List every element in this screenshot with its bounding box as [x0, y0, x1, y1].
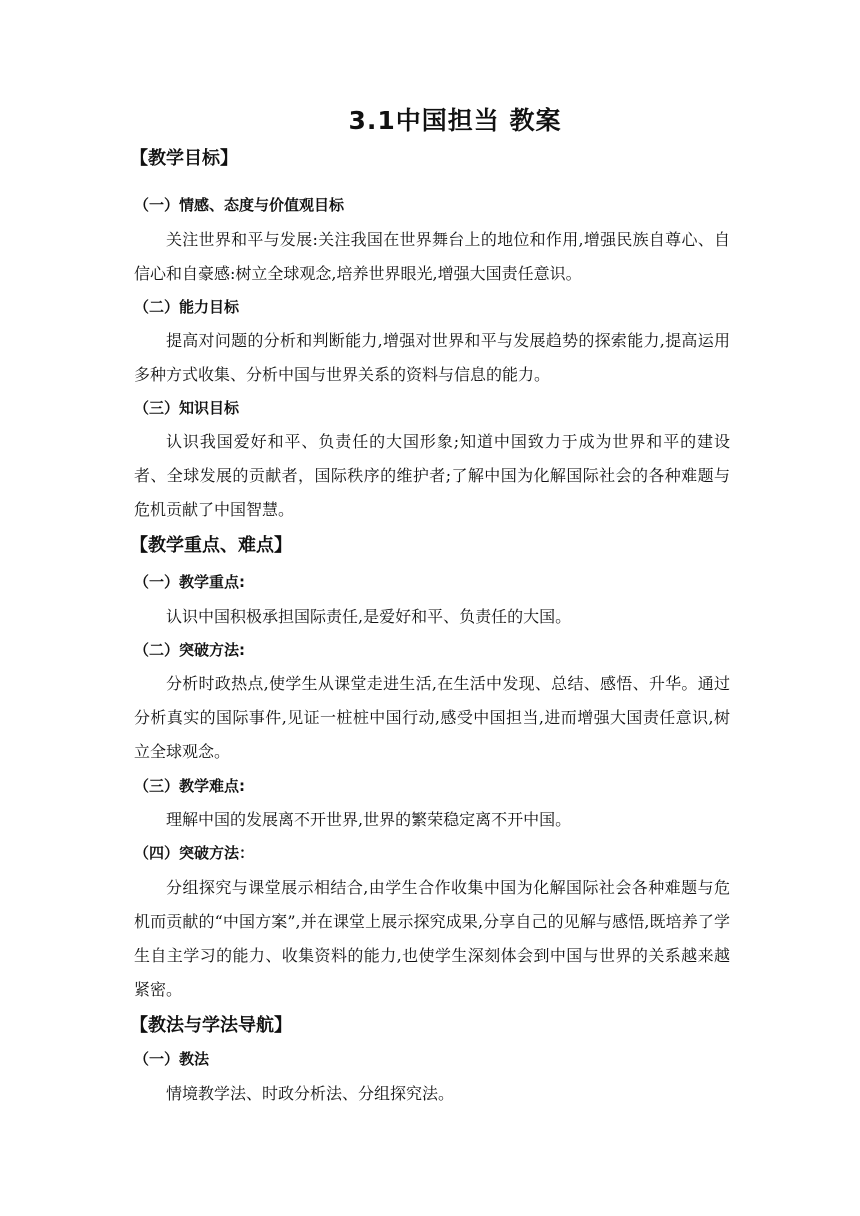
- subheading-key-point: （一）教学重点:: [134, 573, 245, 591]
- section-heading-keypoints: 【教学重点、难点】: [130, 535, 292, 556]
- subheading-ability-goals: （二）能力目标: [134, 298, 240, 316]
- subheading-emotion-goals: （一）情感、态度与价值观目标: [134, 196, 345, 214]
- subheading-knowledge-goals: （三）知识目标: [134, 399, 240, 417]
- paragraph-emotion-goals: 关注世界和平与发展:关注我国在世界舞台上的地位和作用,增强民族自尊心、自信心和自豪感:树立全球观念,培养世界眼光,增强大国责任意识。: [134, 230, 730, 283]
- subheading-difficult-point: （三）教学难点:: [134, 777, 245, 795]
- section-heading-methods: 【教法与学法导航】: [130, 1015, 292, 1036]
- subheading-teaching-method: （一）教法: [134, 1050, 210, 1068]
- paragraph-breakthrough-method-2: 分组探究与课堂展示相结合,由学生合作收集中国为化解国际社会各种难题与危机而贡献的“中国方案”,并在课堂上展示探究成果,分享自己的见解与感悟,既培养了学生自主学习的能力、收集资料的能力,也使学生深刻体会到中国与世界的关系越来越紧密。: [134, 878, 730, 999]
- subheading-breakthrough-method-1: （二）突破方法:: [134, 641, 245, 659]
- section-heading-objectives: 【教学目标】: [130, 148, 238, 169]
- paragraph-knowledge-goals: 认识我国爱好和平、负责任的大国形象;知道中国致力于成为世界和平的建设者、全球发展的贡献者，国际秩序的维护者;了解中国为化解国际社会的各种难题与危机贡献了中国智慧。: [134, 432, 730, 519]
- paragraph-difficult-point: 理解中国的发展离不开世界,世界的繁荣稳定离不开中国。: [166, 810, 572, 829]
- paragraph-ability-goals: 提高对问题的分析和判断能力,增强对世界和平与发展趋势的探索能力,提高运用多种方式收集、分析中国与世界关系的资料与信息的能力。: [134, 331, 730, 384]
- paragraph-breakthrough-method-1: 分析时政热点,使学生从课堂走进生活,在生活中发现、总结、感悟、升华。通过分析真实的国际事件,见证一桩桩中国行动,感受中国担当,进而增强大国责任意识,树立全球观念。: [134, 674, 730, 761]
- paragraph-teaching-method: 情境教学法、时政分析法、分组探究法。: [166, 1084, 455, 1103]
- paragraph-key-point: 认识中国积极承担国际责任,是爱好和平、负责任的大国。: [166, 607, 572, 626]
- subheading-breakthrough-method-2: （四）突破方法：: [134, 844, 255, 862]
- document-title: 3.1中国担当 教案: [348, 106, 562, 135]
